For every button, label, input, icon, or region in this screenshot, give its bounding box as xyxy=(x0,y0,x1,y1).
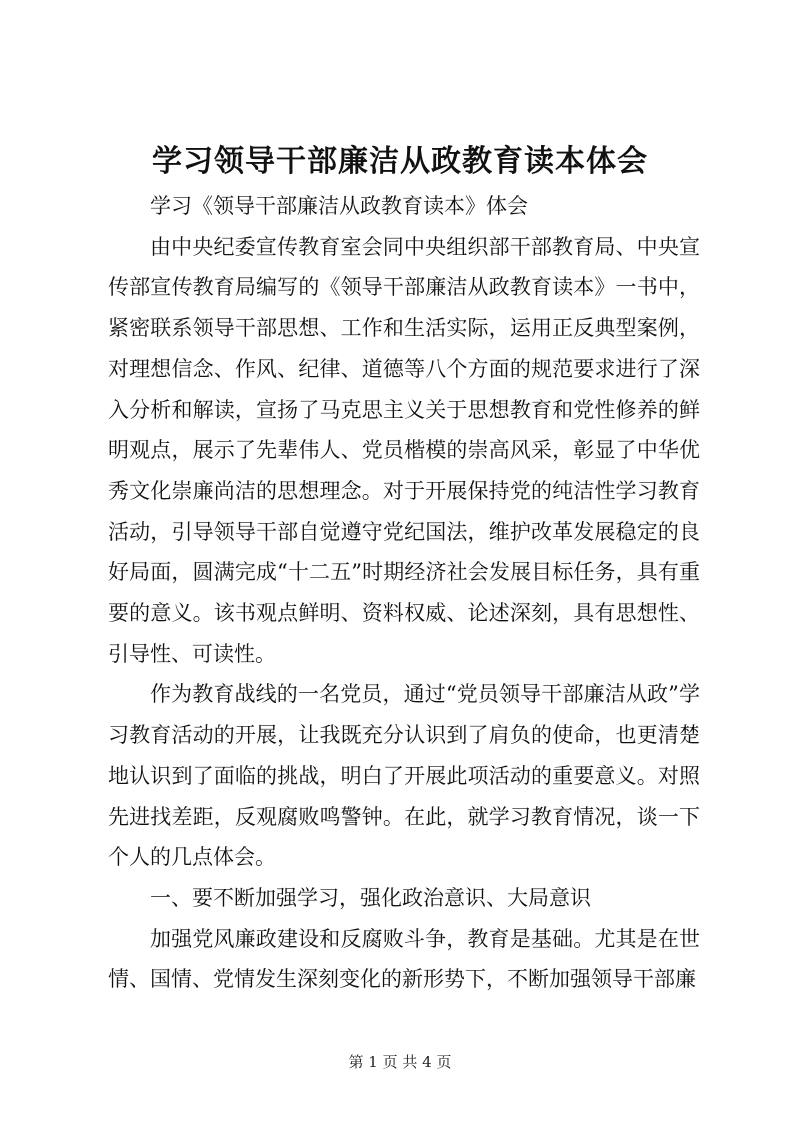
subtitle-paragraph: 学习《领导干部廉洁从政教育读本》体会 xyxy=(150,194,528,218)
page-number-footer: 第 1 页 共 4 页 xyxy=(348,1053,452,1071)
document-body xyxy=(108,186,700,1000)
body-paragraph: 作为教育战线的一名党员，通过“党员领导干部廉洁从政”学习教育活动的开展，让我既充分认识到了肩负的使命，也更清楚地认识到了面临的挑战，明白了开展此项活动的重要意义。对照先进找差距，反观腐败鸣警钟。在此，就学习教育情况，谈一下个人的几点体会。 xyxy=(108,682,700,870)
section-heading: 一、要不断加强学习，强化政治意识、大局意识 xyxy=(150,885,591,910)
body-paragraph: 由中央纪委宣传教育室会同中央组织部干部教育局、中央宣传部宣传教育局编写的《领导干部廉洁从政教育读本》一书中，紧密联系领导干部思想、工作和生活实际，运用正反典型案例，对理想信念、作风、纪律、道德等八个方面的规范要求进行了深入分析和解读，宣扬了马克思主义关于思想教育和党性修养的鲜明观点，展示了先辈伟人、党员楷模的崇高风采，彰显了中华优秀文化崇廉尚洁的思想理念。对于开展保持党的纯洁性学习教育活动，引导领导干部自觉遵守党纪国法，维护改革发展稳定的良好局面，圆满完成“十二五”时期经济社会发展目标任务，具有重要的意义。该书观点鲜明、资料权威、论述深刻，具有思想性、引导性、可读性。 xyxy=(108,234,700,666)
document-title: 学习领导干部廉洁从政教育读本体会 xyxy=(152,144,648,179)
body-paragraph: 加强党风廉政建设和反腐败斗争，教育是基础。尤其是在世情、国情、党情发生深刻变化的新形势下，不断加强领导干部廉 xyxy=(108,926,700,992)
